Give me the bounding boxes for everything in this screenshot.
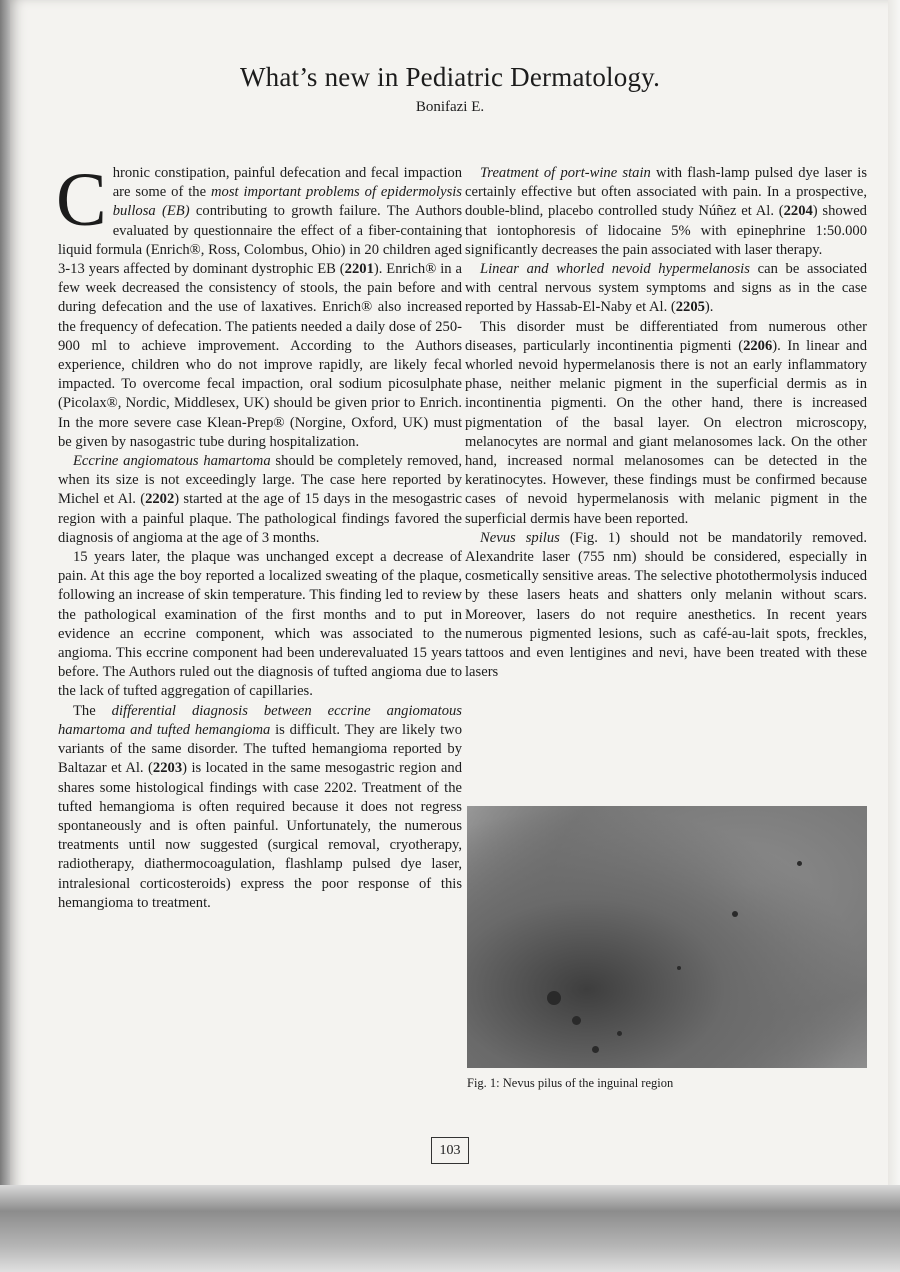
right-column [465, 164, 867, 682]
reference-2204: 2204 [783, 203, 813, 220]
paragraph-differentiation: This disorder must be differentiated from numerous other diseases, particularly incontinentia pigmenti (2206). In linear and whorled nevoid hypermelanosis there is not an early inflammatory phase, neither melanic pigment in the superficial dermis as in incontinentia pigmenti. On the other hand, there is increased pigmentation of the basal layer. On electron microscopy, melanocytes are normal and giant melanosomes lack. On the other hand, increased normal melanosomes can be detected in the keratinocytes. However, these findings must be confirmed because cases of nevoid hypermelanosis with melanic pigment in the superficial dermis have been reported. [465, 318, 867, 527]
paragraph-port-wine-stain: Treatment of port-wine stain with flash-lamp pulsed dye laser is certainly effective but often associated with pain. In a prospective, double-blind, placebo controlled study Núñez et Al. (2204) showed that iontophoresis of lidocaine 5% with epinephrine 1:50.000 significantly decreases the pain associated with laser therapy. [465, 165, 868, 258]
reference-2206: 2206 [743, 337, 773, 354]
page-number: 103 [431, 1137, 469, 1164]
pigment-spot [797, 861, 802, 866]
drop-cap: C [56, 158, 107, 242]
scan-right-edge [888, 0, 900, 1200]
figure-nevus-photo [467, 806, 867, 1068]
paragraph-nevus-spilus: Nevus spilus (Fig. 1) should not be mandatorily removed. Alexandrite laser (755 nm) should be considered, especially in cosmetically sensitive areas. The selective photothermolysis induced by these lasers heats and shatters only melanin without scars. Moreover, lasers do not require anesthetics. In recent years numerous pigmented lesions, such as café-au-lait spots, freckles, tattoos and even lentigines and nevi, have been treated with these lasers [465, 529, 867, 681]
paragraph-fifteen-years: 15 years later, the plaque was unchanged except a decrease of pain. At this age the boy reported a localized sweating of the plaque, following an increase of skin temperature. This finding led to review the pathological examination of the first months and to put in evidence an eccrine component, which was associated to the angioma. This eccrine component had been underevaluated 15 years before. The Authors ruled out the diagnosis of tufted angioma due to the lack of tufted aggregation of capillaries. [58, 549, 462, 700]
pigment-spot [732, 911, 738, 917]
reference-2202: 2202 [145, 491, 175, 508]
pigment-spot [592, 1046, 599, 1053]
left-column [56, 158, 462, 913]
scan-left-edge [0, 0, 10, 1272]
paragraph-nevoid-hypermelanosis: Linear and whorled nevoid hypermelanosis can be associated with central nervous system symptoms and signs as in the case reported by Hassab-El-Naby et Al. (2205). [465, 261, 867, 316]
article-author: Bonifazi E. [415, 99, 485, 115]
paragraph-eb-constipation: Chronic constipation, painful defecation and fecal impaction are some of the most important problems of epidermolysis bullosa (EB) contributing to growth failure. The Authors evaluated by questionnaire the effect of a fiber-containing liquid formula (Enrich®, Ross, Colombus, Ohio) in 20 children aged 3-13 years affected by dominant dystrophic EB (2201). Enrich® in a few week decreased the consistency of stools, the pain before and during defecation and the use of laxatives. Enrich® also increased the frequency of defecation. The patients needed a daily dose of 250-900 ml to achieve improvement. According to the Authors experience, children who do not improve rapidly, are likely fecal impacted. To overcome fecal impaction, oral sodium picosulphate (Picolax®, Nordic, Middlesex, UK) should be given prior to Enrich. In the more severe case Klean-Prep® (Norgine, Oxford, UK) must be given by nasogastric tube during hospitalization. [56, 158, 462, 450]
scan-bottom-edge [0, 1185, 900, 1272]
figure-caption: Fig. 1: Nevus pilus of the inguinal region [467, 1076, 674, 1090]
paragraph-eccrine-hamartoma: Eccrine angiomatous hamartoma should be completely removed, when its size is not exceedingly large. The case here reported by Michel et Al. (2202) started at the age of 15 days in the mesogastric region with a painful plaque. The pathological findings favored the diagnosis of angioma at the age of 3 months. [58, 453, 462, 546]
pigment-spot [547, 991, 561, 1005]
pigment-spot [617, 1031, 622, 1036]
reference-2205: 2205 [675, 299, 705, 316]
reference-2201: 2201 [344, 261, 374, 278]
pigment-spot [677, 966, 681, 970]
paragraph-differential-diagnosis: The differential diagnosis between eccrine angiomatous hamartoma and tufted hemangioma is difficult. They are likely two variants of the same disorder. The tufted hemangioma reported by Baltazar et Al. (2203) is located in the same mesogastric region and shares some histological findings with case 2202. Treatment of the tufted hemangioma is often required because it does not regress spontaneously and is often painful. Unfortunately, the numerous treatments until now suggested (surgical removal, cryotherapy, radiotherapy, diathermocoagulation, flashlamp pulsed dye laser, intralesional corticosteroids) express the poor response of this hemangioma to treatment. [58, 702, 462, 911]
article-title: What’s new in Pediatric Dermatology. [239, 62, 661, 92]
pigment-spot [572, 1016, 581, 1025]
reference-2203: 2203 [152, 760, 183, 777]
